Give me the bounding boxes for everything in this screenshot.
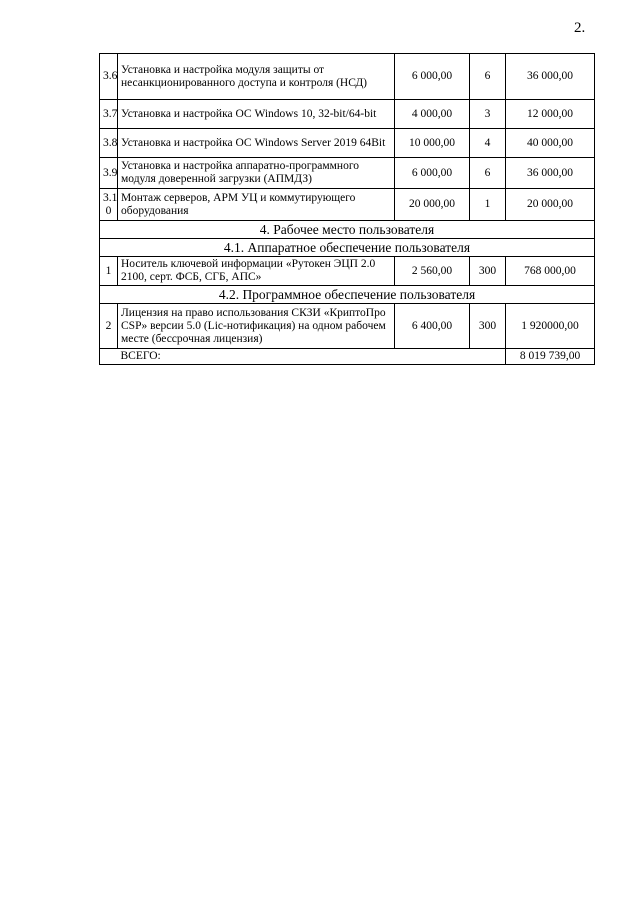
- section-4-1-title: 4.1. Аппаратное обеспечение пользователя: [100, 239, 595, 257]
- table-row: [100, 158, 595, 189]
- row-quantity: 300: [470, 304, 506, 349]
- row-number: 3.6: [100, 54, 118, 100]
- row-price: 6 000,00: [395, 54, 470, 100]
- row-total: 36 000,00: [506, 54, 595, 100]
- table-row: [100, 100, 595, 129]
- row-quantity: 6: [470, 158, 506, 189]
- section-4-2-title: 4.2. Программное обеспечение пользователя: [100, 286, 595, 304]
- table-row: [100, 54, 595, 100]
- row-total: 36 000,00: [506, 158, 595, 189]
- row-quantity: 4: [470, 129, 506, 158]
- row-price: 6 400,00: [395, 304, 470, 349]
- section-heading: [100, 239, 595, 257]
- estimate-table: [99, 53, 595, 365]
- row-price: 6 000,00: [395, 158, 470, 189]
- table-row: [100, 189, 595, 221]
- row-total: 768 000,00: [506, 257, 595, 286]
- table-row: [100, 129, 595, 158]
- row-number: 3.7: [100, 100, 118, 129]
- section-heading: [100, 221, 595, 239]
- row-price: 4 000,00: [395, 100, 470, 129]
- row-total: 1 920000,00: [506, 304, 595, 349]
- row-description: Установка и настройка модуля защиты от несанкционированного доступа и контроля (НСД): [118, 54, 395, 100]
- row-quantity: 3: [470, 100, 506, 129]
- row-quantity: 1: [470, 189, 506, 221]
- row-price: 10 000,00: [395, 129, 470, 158]
- row-price: 2 560,00: [395, 257, 470, 286]
- row-price: 20 000,00: [395, 189, 470, 221]
- section-heading: [100, 286, 595, 304]
- row-number: 1: [100, 257, 118, 286]
- row-description: Монтаж серверов, АРМ УЦ и коммутирующего оборудования: [118, 189, 395, 221]
- row-number: 3.9: [100, 158, 118, 189]
- row-description: Установка и настройка аппаратно-программного модуля доверенной загрузки (АПМДЗ): [118, 158, 395, 189]
- row-number: 2: [100, 304, 118, 349]
- row-description: Установка и настройка ОС Windows 10, 32-bit/64-bit: [118, 100, 395, 129]
- grand-total-label: ВСЕГО:: [118, 349, 395, 365]
- row-total: 40 000,00: [506, 129, 595, 158]
- row-description: Установка и настройка ОС Windows Server 2019 64Bit: [118, 129, 395, 158]
- table-row: [100, 304, 595, 349]
- row-description: Носитель ключевой информации «Рутокен ЭЦП 2.0 2100, серт. ФСБ, СГБ, АПС»: [118, 257, 395, 286]
- table-row: [100, 257, 595, 286]
- page-number: 2.: [574, 20, 586, 36]
- section-4-title: 4. Рабочее место пользователя: [100, 221, 595, 239]
- row-total: 12 000,00: [506, 100, 595, 129]
- grand-total-value: 8 019 739,00: [506, 349, 595, 365]
- row-quantity: 300: [470, 257, 506, 286]
- row-description: Лицензия на право использования СКЗИ «КриптоПро CSP» версии 5.0 (Lic-нотификация) на одном рабочем месте (бессрочная лицензия): [118, 304, 395, 349]
- row-number: 3.1 0: [100, 189, 118, 221]
- row-total: 20 000,00: [506, 189, 595, 221]
- grand-total-row: [100, 349, 595, 365]
- row-number: 3.8: [100, 129, 118, 158]
- row-quantity: 6: [470, 54, 506, 100]
